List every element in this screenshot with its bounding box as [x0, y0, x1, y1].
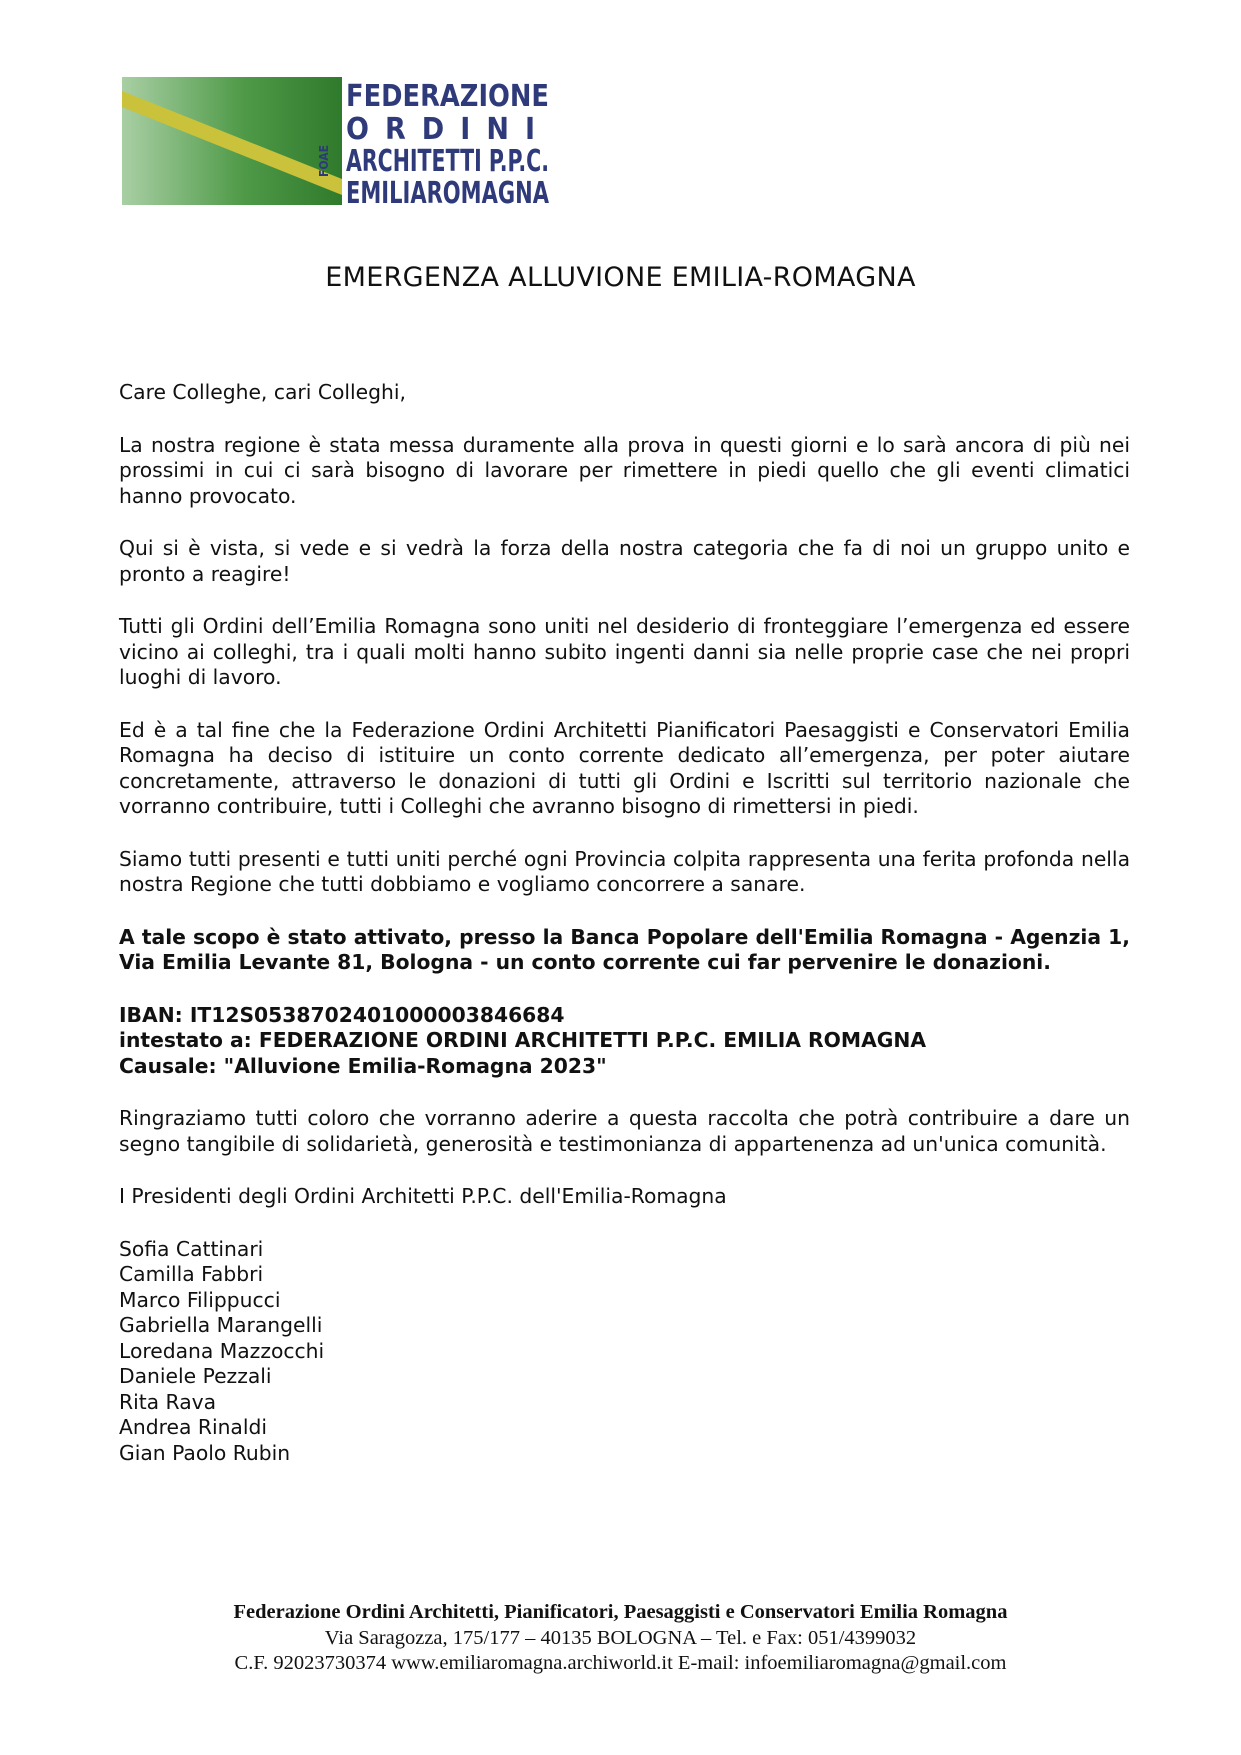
paragraph-5: Siamo tutti presenti e tutti uniti perché ogni Provincia colpita rappresenta una ferita profonda nella nostra Regione che tutti dobbiamo e vogliamo concorrere a sanare.: [119, 846, 1130, 896]
logo-line-4: EMILIAROMAGNA: [346, 176, 550, 211]
footer-address: Via Saragozza, 175/177 – 40135 BOLOGNA – Tel. e Fax: 051/4399032: [324, 1626, 917, 1649]
paragraph-1: La nostra regione è stata messa duramente alla prova in questi giorni e lo sarà ancora di più nei prossimi in cui ci sarà bisogno di lavorare per rimettere in piedi quello che gli eventi climatici hanno provocato.: [119, 432, 1130, 508]
bank-notice: A tale scopo è stato attivato, presso la Banca Popolare dell'Emilia Romagna - Agenzia 1, Via Emilia Levante 81, Bologna - un conto corrente cui far pervenire le donazioni.: [119, 924, 1130, 974]
signatory-name: Rita Rava: [119, 1389, 217, 1414]
signoff: I Presidenti degli Ordini Architetti P.P.C. dell'Emilia-Romagna: [119, 1184, 727, 1208]
footer-org-name: Federazione Ordini Architetti, Pianificatori, Paesaggisti e Conservatori Emilia Romagna: [233, 1601, 1008, 1623]
payment-details: [119, 1003, 1130, 1080]
paragraph-3: Tutti gli Ordini dell’Emilia Romagna sono uniti nel desiderio di fronteggiare l’emergenza ed essere vicino ai colleghi, tra i quali molti hanno subito ingenti danni sia nelle proprie case che nei propri luoghi di lavoro.: [119, 614, 1130, 689]
logo-line-1: FEDERAZIONE: [346, 79, 549, 114]
iban-line: IBAN: IT12S0538702401000003846684: [119, 1002, 565, 1027]
signatory-name: Gian Paolo Rubin: [119, 1440, 291, 1465]
federation-logo: [122, 77, 552, 211]
letter-body: [119, 380, 1130, 1466]
signatory-name: Camilla Fabbri: [119, 1262, 264, 1286]
logo-line-3: ARCHITETTI P.P.C.: [346, 144, 549, 179]
page-title: EMERGENZA ALLUVIONE EMILIA-ROMAGNA: [325, 262, 916, 293]
logo-graphic: [122, 77, 552, 211]
signatory-name: Daniele Pezzali: [119, 1364, 272, 1388]
footer-contacts: C.F. 92023730374 www.emiliaromagna.archiworld.it E-mail: infoemiliaromagna@gmail.com: [234, 1652, 1007, 1674]
signatory-name: Andrea Rinaldi: [119, 1415, 267, 1439]
paragraph-4: Ed è a tal fine che la Federazione Ordini Architetti Pianificatori Paesaggisti e Conservatori Emilia Romagna ha deciso di istituire un conto corrente dedicato all’emergenza, per poter aiutare concretamente, attraverso le donazioni di tutti gli Ordini e Iscritti sul territorio nazionale che vorranno contribuire, tutti i Colleghi che avranno bisogno di rimettersi in piedi.: [119, 717, 1130, 818]
signatory-name: Gabriella Marangelli: [119, 1313, 323, 1337]
payment-reason-line: Causale: "Alluvione Emilia-Romagna 2023": [119, 1053, 607, 1078]
signatory-list: [119, 1237, 1130, 1467]
signatory-name: Sofia Cattinari: [119, 1236, 264, 1261]
thanks-paragraph: Ringraziamo tutti coloro che vorranno aderire a questa raccolta che potrà contribuire a dare un segno tangibile di solidarietà, generosità e testimonianza di appartenenza ad un'unica comunità.: [119, 1106, 1130, 1156]
logo-vertical-text: FOAE: [317, 145, 331, 177]
signatory-name: Loredana Mazzocchi: [119, 1338, 325, 1363]
logo-line-2: ORDINI: [346, 112, 549, 147]
paragraph-2: Qui si è vista, si vede e si vedrà la forza della nostra categoria che fa di noi un gruppo unito e pronto a reagire!: [119, 536, 1130, 586]
page-footer: [0, 1600, 1241, 1677]
account-holder-line: intestato a: FEDERAZIONE ORDINI ARCHITETTI P.P.C. EMILIA ROMAGNA: [119, 1028, 927, 1052]
signatory-name: Marco Filippucci: [119, 1287, 281, 1312]
greeting: Care Colleghe, cari Colleghi,: [119, 380, 406, 404]
